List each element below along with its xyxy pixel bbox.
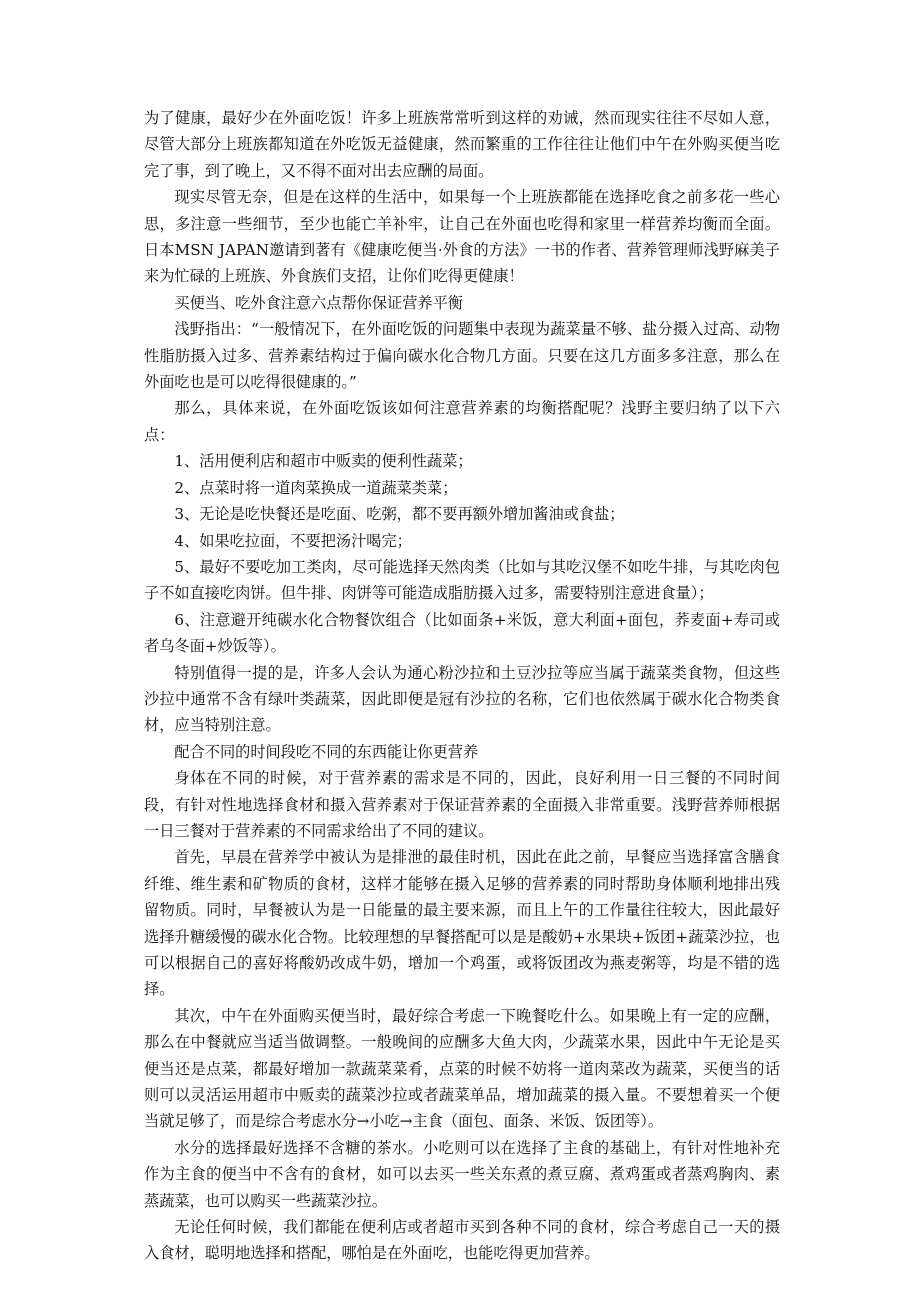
section-heading-meal-timing: 配合不同的时间段吃不同的东西能让你更营养 [174, 742, 479, 761]
paragraph-breakfast: 首先，早晨在营养学中被认为是排泄的最佳时机，因此在此之前，早餐应当选择富含膳食纤维、维生素和矿物质的食材，这样才能够在摄入足够的营养素的同时帮助身体顺利地排出残留物质。同时，早餐被认为是一日能量的最主要来源，而且上午的工作量往往较大，因此最好选择升糖缓慢的碳水化合物。比较理想的早餐搭配可以是是酸奶+水果块+饭团+蔬菜沙拉，也可以根据自己的喜好将酸奶改成牛奶，增加一个鸡蛋，或将饭团改为燕麦粥等，均是不错的选择。 [144, 848, 780, 999]
list-item-2: 2、点菜时将一道肉菜换成一道蔬菜类菜； [174, 478, 458, 497]
list-item-1: 1、活用便利店和超市中贩卖的便利性蔬菜； [174, 452, 473, 471]
section-heading-six-points: 买便当、吃外食注意六点帮你保证营养平衡 [174, 293, 463, 312]
paragraph-conclusion: 无论任何时候，我们都能在便利店或者超市买到各种不同的食材，综合考虑自己一天的摄入食材，聪明地选择和搭配，哪怕是在外面吃，也能吃得更加营养。 [144, 1218, 780, 1263]
list-item-5: 5、最好不要吃加工类肉，尽可能选择天然肉类（比如与其吃汉堡不如吃牛排，与其吃肉包子不如直接吃肉饼。但牛排、肉饼等可能造成脂肪摄入过多，需要特别注意进食量）； [144, 557, 780, 603]
list-item-3: 3、无论是吃快餐还是吃面、吃粥，都不要再额外增加酱油或食盐； [174, 505, 625, 524]
paragraph-body-needs: 身体在不同的时候，对于营养素的需求是不同的，因此，良好利用一日三餐的不同时间段，有针对性地选择食材和摄入营养素对于保证营养素的全面摄入非常重要。浅野营养师根据一日三餐对于营养素的不同需求给出了不同的建议。 [144, 769, 780, 840]
paragraph-reality: 现实尽管无奈，但是在这样的生活中，如果每一个上班族都能在选择吃食之前多花一些心思，多注意一些细节，至少也能亡羊补牢，让自己在外面也吃得和家里一样营养均衡而全面。日本MSN JAPAN邀请到著有《健康吃便当·外食的方法》一书的作者、营养管理师浅野麻美子来为忙碌的上班族、外食族们支招，让你们吃得更健康！ [144, 188, 780, 286]
paragraph-salad-note: 特别值得一提的是，许多人会认为通心粉沙拉和土豆沙拉等应当属于蔬菜类食物，但这些沙拉中通常不含有绿叶类蔬菜，因此即便是冠有沙拉的名称，它们也依然属于碳水化合物类食材，应当特别注意。 [144, 663, 780, 735]
paragraph-asano-quote: 浅野指出：“一般情况下，在外面吃饭的问题集中表现为蔬菜量不够、盐分摄入过高、动物性脂肪摄入过多、营养素结构过于偏向碳水化合物几方面。只要在这几方面多多注意，那么在外面吃也是可以吃得很健康的。” [144, 320, 780, 392]
paragraph-drinks-snacks: 水分的选择最好选择不含糖的茶水。小吃则可以在选择了主食的基础上，有针对性地补充作为主食的便当中不含有的食材，如可以去买一些关东煮的煮豆腐、煮鸡蛋或者蒸鸡胸肉、素蒸蔬菜，也可以购买一些蔬菜沙拉。 [144, 1138, 780, 1210]
paragraph-lunch: 其次，中午在外面购买便当时，最好综合考虑一下晚餐吃什么。如果晚上有一定的应酬，那么在中餐就应当适当做调整。一般晚间的应酬多大鱼大肉，少蔬菜水果，因此中午无论是买便当还是点菜，都最好增加一款蔬菜菜肴，点菜的时候不妨将一道肉菜改为蔬菜，买便当的话则可以灵活运用超市中贩卖的蔬菜沙拉或者蔬菜单品，增加蔬菜的摄入量。不要想着买一个便当就足够了，而是综合考虑水分→小吃→主食（面包、面条、米饭、饭团等）。 [144, 1006, 780, 1131]
document-body [144, 105, 780, 1267]
list-item-4: 4、如果吃拉面，不要把汤汁喝完； [174, 531, 412, 550]
paragraph-intro: 为了健康，最好少在外面吃饭！许多上班族常常听到这样的劝诫，然而现实往往不尽如人意，尽管大部分上班族都知道在外吃饭无益健康，然而繁重的工作往往让他们中午在外购买便当吃完了事，到了晚上，又不得不面对出去应酬的局面。 [144, 109, 780, 180]
paragraph-six-points-intro: 那么，具体来说，在外面吃饭该如何注意营养素的均衡搭配呢？浅野主要归纳了以下六点： [144, 399, 780, 444]
list-item-6: 6、注意避开纯碳水化合物餐饮组合（比如面条+米饭，意大利面+面包，荞麦面+寿司或者乌冬面+炒饭等）。 [144, 610, 780, 656]
